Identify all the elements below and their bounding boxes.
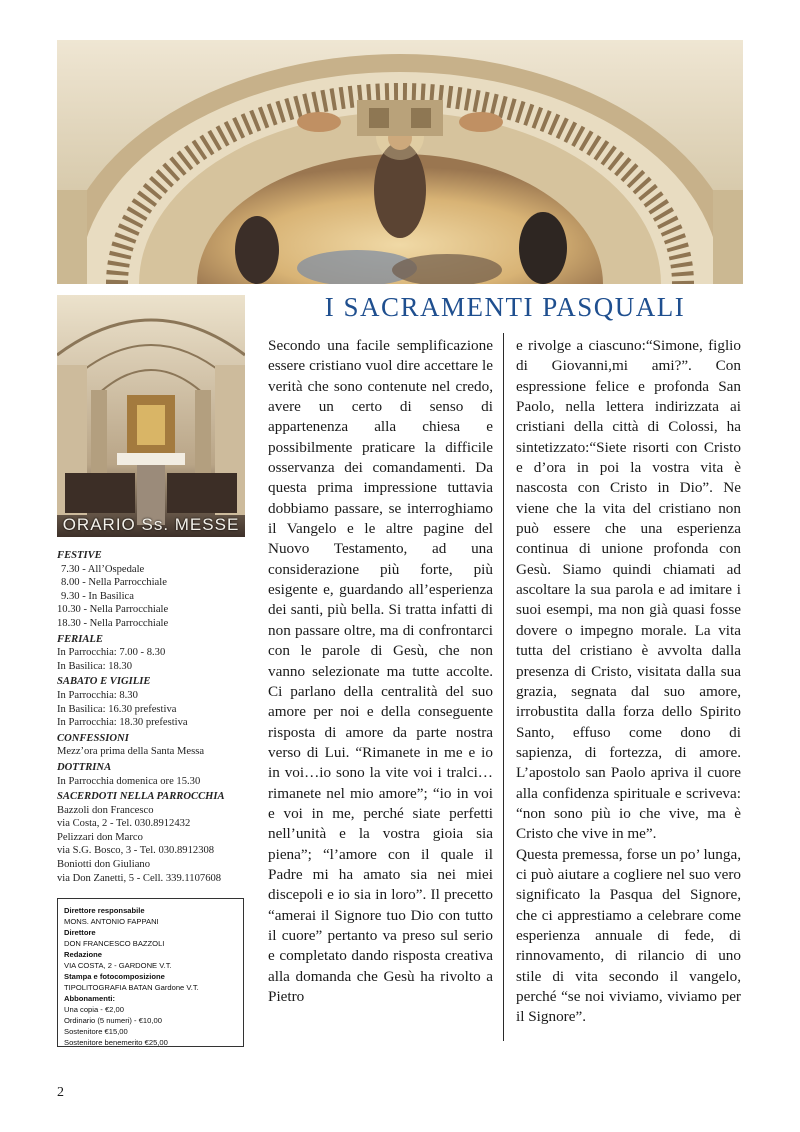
fresco-banner-image bbox=[57, 40, 743, 284]
sabato-heading: SABATO E VIGILIE bbox=[57, 676, 151, 688]
article-paragraph: Secondo una facile semplificazione essere cristiano vuol dire accettare le verità che sono contenute nel credo, avere un certo di senso di appartenenza alla chiesa e possibilmente praticare la difficile osservanza dei comandamenti. Da questa prima impressione tuttavia dobbiamo passare, se interroghiamo il Vangelo e le altre pagine del Nuovo Testamento, ad una considerazione più forte, più esigente e, guardando all’esperienza dei santi, più bella. Si tratta infatti di non passare oltre, ma di confrontarci con le parole di Gesù, che non vanno selezionate ma tutte accolte. Ci parlano della centralità del suo amore per noi e della conseguente risposta di amore da parte nostra verso di Lui. “Rimanete in me e io in voi…io sono la vite voi i tralci…rimanete nel mio amore”; “io in voi e voi in me, perché siate perfetti nell’unità e la vostra gioia sia piena”; “l’amore con il quale il Padre mi ha amato sia nei miei discepoli e io sia in loro”. Il precetto “amerai il Signore tuo Dio con tutto il cuore” pertanto va preso sul serio e completato dando risposta creativa alla domanda che Gesù ha rivolto a Pietro bbox=[268, 337, 493, 1005]
info-row: Stampa e fotocomposizione bbox=[64, 972, 165, 981]
schedule-line: 18.30 - Nella Parrocchiale bbox=[57, 617, 169, 629]
article-column-2 bbox=[516, 336, 741, 1028]
sacerdoti-heading: SACERDOTI NELLA PARROCCHIA bbox=[57, 791, 225, 803]
info-row: DON FRANCESCO BAZZOLI bbox=[64, 939, 165, 948]
priest-line: via Don Zanetti, 5 - Cell. 339.1107608 bbox=[57, 872, 222, 884]
church-interior-photo bbox=[57, 295, 245, 537]
page-number: 2 bbox=[57, 1085, 64, 1100]
info-row: Una copia - €2,00 bbox=[64, 1005, 124, 1014]
info-row: VIA COSTA, 2 - GARDONE V.T. bbox=[64, 961, 172, 970]
mass-schedule bbox=[57, 547, 247, 885]
info-row: Sostenitore benemerito €25,00 bbox=[64, 1038, 168, 1047]
priest-line: Bazzoli don Francesco bbox=[57, 804, 154, 816]
info-row: Ordinario (5 numeri) - €10,00 bbox=[64, 1016, 162, 1025]
schedule-line: 7.30 - All’Ospedale bbox=[61, 563, 145, 575]
schedule-line: In Parrocchia: 18.30 prefestiva bbox=[57, 717, 188, 729]
info-row: TIPOLITOGRAFIA BATAN Gardone V.T. bbox=[64, 983, 199, 992]
schedule-line: In Parrocchia domenica ore 15.30 bbox=[57, 775, 201, 787]
dottrina-heading: DOTTRINA bbox=[57, 761, 112, 773]
article-column-1 bbox=[268, 336, 493, 1007]
article-paragraph: e rivolge a ciascuno:“Simone, figlio di Giovanni,mi ami?”. Con espressione felice e profonda San Paolo, nella lettera indirizzata ai cristiani della città di Colossi, ha sintetizzato:“Siete risorti con Cristo e d’ora in poi la vostra vita è nascosta con Cristo in Dio”. Ne viene che la vita del cristiano non può essere che una esperienza continua di unione profonda con Gesù. Siamo quindi chiamati ad ascoltare la sua parola e ad imitare i suoi esempi, ma non già quasi fosse dovere o impegno morale. La vita tutta del cristiano è avvolta dalla presenza di Cristo, visitata dalla sua grazia, segnata dal suo amore, irrobustita dalla forza dello Spirito Santo, effuso come dono di sapienza, di fortezza, di amore. L’apostolo san Paolo apriva il cuore alla confidenza spirituale e scriveva: “non sono più io che vive, ma è Cristo che vive in me”. bbox=[516, 337, 741, 843]
priest-line: via S.G. Bosco, 3 - Tel. 030.8912308 bbox=[57, 845, 215, 857]
priest-line: via Costa, 2 - Tel. 030.8912432 bbox=[57, 818, 191, 830]
info-row: MONS. ANTONIO FAPPANI bbox=[64, 917, 159, 926]
info-row: Direttore bbox=[64, 928, 96, 937]
priest-line: Boniotti don Giuliano bbox=[57, 859, 150, 871]
info-row: Redazione bbox=[64, 950, 102, 959]
mass-schedule-caption: ORARIO Ss. MESSE bbox=[62, 515, 240, 534]
info-row: Abbonamenti: bbox=[64, 994, 116, 1003]
article-paragraph: Questa premessa, forse un po’ lunga, ci può aiutare a cogliere nel suo vero significato la Pasqua del Signore, che ci apprestiamo a celebrare come esperienza annuale di fede, di rinnovamento, di rilancio di uno stile di vita secondo il vangelo, perché “se noi viviamo, viviamo per il Signore”. bbox=[516, 845, 741, 1026]
info-row: Direttore responsabile bbox=[64, 906, 145, 915]
info-row: Sostenitore €15,00 bbox=[64, 1027, 128, 1036]
schedule-line: In Basilica: 18.30 bbox=[57, 660, 133, 672]
editorial-info-box bbox=[57, 898, 244, 1047]
schedule-line: In Basilica: 16.30 prefestiva bbox=[57, 703, 177, 715]
schedule-line: 10.30 - Nella Parrocchiale bbox=[57, 604, 169, 616]
priest-line: Pelizzari don Marco bbox=[57, 831, 143, 843]
feriale-heading: FERIALE bbox=[57, 633, 103, 645]
confessioni-heading: CONFESSIONI bbox=[57, 732, 129, 744]
schedule-line: 8.00 - Nella Parrocchiale bbox=[61, 577, 167, 589]
column-divider bbox=[503, 333, 504, 1041]
schedule-line: In Parrocchia: 8.30 bbox=[57, 689, 138, 701]
festive-heading: FESTIVE bbox=[57, 550, 102, 561]
schedule-line: In Parrocchia: 7.00 - 8.30 bbox=[57, 647, 166, 659]
article-title: I SACRAMENTI PASQUALI bbox=[324, 292, 686, 322]
schedule-line: Mezz’ora prima della Santa Messa bbox=[57, 746, 205, 758]
schedule-line: 9.30 - In Basilica bbox=[61, 590, 134, 602]
